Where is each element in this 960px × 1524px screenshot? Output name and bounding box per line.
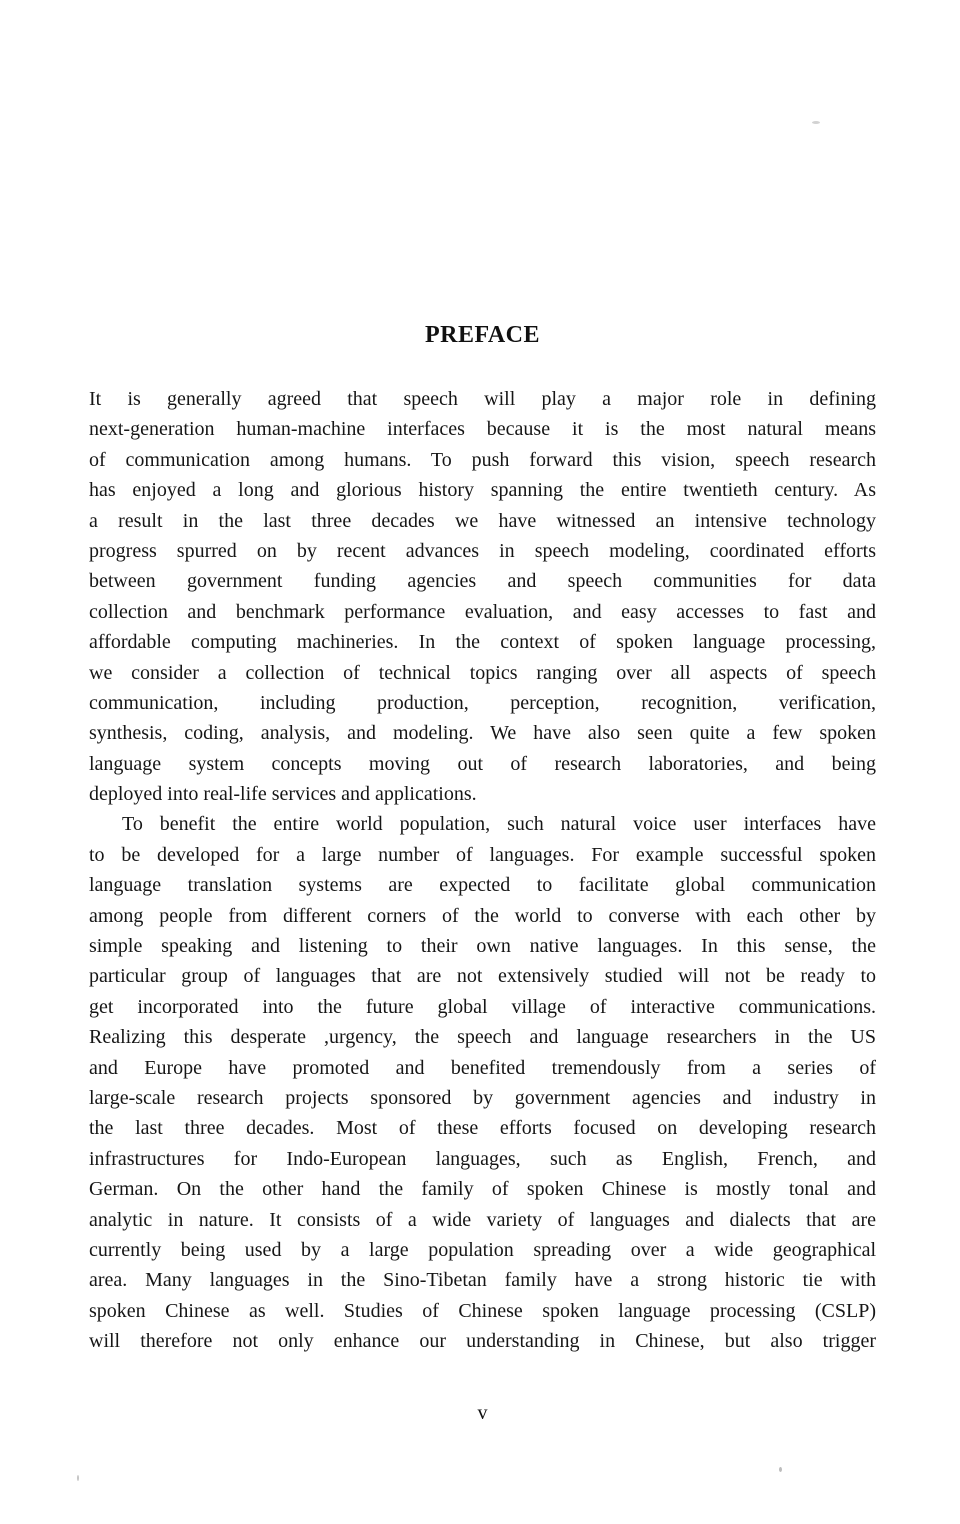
text-line: between government funding agencies and speech communities for data (89, 570, 876, 593)
text-line: progress spurred on by recent advances in speech modeling, coordinated efforts (89, 539, 876, 562)
text-line: To benefit the entire world population, such natural voice user interfaces have (122, 813, 876, 836)
text-line: Realizing this desperate ,urgency, the speech and language researchers in the US (89, 1026, 876, 1049)
text-line: infrastructures for Indo-European languages, such as English, French, and (89, 1147, 876, 1170)
page-title: PREFACE (424, 322, 541, 348)
text-line: to be developed for a large number of languages. For example successful spoken (89, 843, 876, 866)
text-line: affordable computing machineries. In the context of spoken language processing, (89, 631, 876, 654)
text-line: communication, including production, perception, recognition, verification, (89, 691, 876, 714)
scan-speck (77, 1475, 79, 1481)
text-line: synthesis, coding, analysis, and modeling. We have also seen quite a few spoken (89, 722, 876, 745)
text-line: currently being used by a large population spreading over a wide geographical (89, 1238, 876, 1261)
text-line: language translation systems are expected to facilitate global communication (89, 874, 876, 897)
text-line: large-scale research projects sponsored by government agencies and industry in (89, 1086, 876, 1109)
text-line: will therefore not only enhance our understanding in Chinese, but also trigger (89, 1330, 876, 1353)
text-line: language system concepts moving out of research laboratories, and being (89, 752, 876, 775)
scan-speck (812, 121, 820, 124)
body-text (89, 384, 876, 1357)
text-line: collection and benchmark performance evaluation, and easy accesses to fast and (89, 600, 876, 623)
text-line: deployed into real-life services and applications. (89, 783, 477, 806)
text-line: get incorporated into the future global village of interactive communications. (89, 995, 876, 1018)
text-line: among people from different corners of the world to converse with each other by (89, 904, 876, 927)
text-line: the last three decades. Most of these efforts focused on developing research (89, 1117, 876, 1140)
text-line: we consider a collection of technical topics ranging over all aspects of speech (89, 661, 876, 684)
text-line: area. Many languages in the Sino-Tibetan family have a strong historic tie with (89, 1269, 876, 1292)
text-line: next-generation human-machine interfaces because it is the most natural means (89, 418, 876, 441)
text-line: spoken Chinese as well. Studies of Chinese spoken language processing (CSLP) (89, 1299, 876, 1322)
text-line: of communication among humans. To push forward this vision, speech research (89, 448, 876, 471)
text-line: It is generally agreed that speech will play a major role in defining (89, 388, 876, 410)
scan-speck (779, 1467, 782, 1472)
text-line: a result in the last three decades we have witnessed an intensive technology (89, 509, 876, 532)
text-line: German. On the other hand the family of spoken Chinese is mostly tonal and (89, 1178, 876, 1201)
text-line: particular group of languages that are not extensively studied will not be ready to (89, 965, 876, 988)
page-number: v (477, 1402, 488, 1424)
text-line: analytic in nature. It consists of a wide variety of languages and dialects that are (89, 1208, 876, 1231)
text-line: simple speaking and listening to their own native languages. In this sense, the (89, 935, 876, 958)
text-line: and Europe have promoted and benefited tremendously from a series of (89, 1056, 876, 1079)
text-line: has enjoyed a long and glorious history spanning the entire twentieth century. As (89, 479, 876, 502)
